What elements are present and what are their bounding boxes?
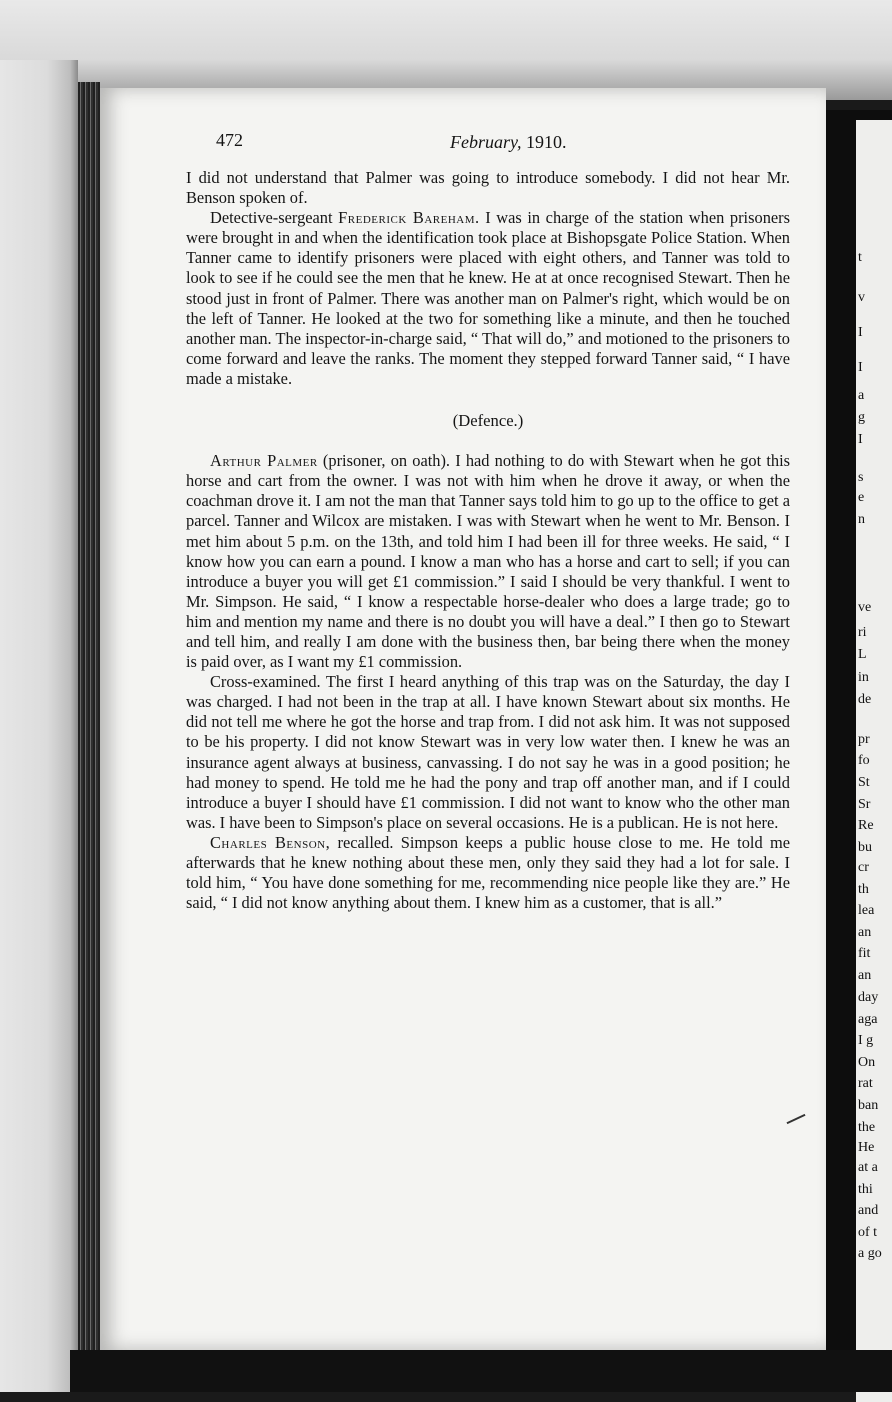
adjacent-page-fragment: of t xyxy=(858,1225,878,1240)
page-content xyxy=(186,130,790,913)
adjacent-page-fragment: an xyxy=(858,925,872,940)
adjacent-page-fragment: t xyxy=(858,250,862,265)
adjacent-page-fragment: a go xyxy=(858,1246,882,1261)
adjacent-page-fragment: St xyxy=(858,775,870,790)
prisoner-name: Arthur Palmer xyxy=(210,451,318,471)
adjacent-page-fragment: in xyxy=(858,670,869,685)
adjacent-page-fragment: a xyxy=(858,388,865,403)
witness-testimony-benson: recalled. Simpson keeps a public house close to me. He told me afterwards that he knew nothing about these men, only they said they had a lot for sale. I told him, “ You have done something for me, recommending nice people like they are.” He said, “ I did not know anything about them. I knew him as a customer, that is all.” xyxy=(186,832,790,913)
adjacent-page-fragment: lea xyxy=(858,903,875,918)
adjacent-page-fragment: I g xyxy=(858,1033,874,1048)
adjacent-page-fragment: ve xyxy=(858,600,872,615)
witness-title: Detective-sergeant xyxy=(210,208,339,228)
adjacent-page-fragment: n xyxy=(858,512,865,527)
scanner-background-top xyxy=(0,0,892,100)
adjacent-page-fragment: s xyxy=(858,470,864,485)
page-header xyxy=(186,130,790,168)
adjacent-page-fragment: aga xyxy=(858,1012,878,1027)
paragraph-palmer xyxy=(186,451,790,672)
adjacent-page-fragment: cr xyxy=(858,860,869,875)
adjacent-page-fragment: bu xyxy=(858,840,872,855)
adjacent-page-fragment: de xyxy=(858,692,872,707)
running-head-month: February, xyxy=(450,132,522,152)
witness-name: Frederick Bareham. xyxy=(338,208,480,228)
adjacent-page-fragment: e xyxy=(858,490,865,505)
adjacent-page-fragment: fit xyxy=(858,946,871,961)
section-heading: (Defence.) xyxy=(452,411,524,431)
adjacent-page-fragment: Sr xyxy=(858,797,871,812)
witness-testimony: I was in charge of the station when prisoners were brought in and when the identification took place at Bishopsgate Police Station. When Tanner came to identify prisoners were placed with eight others, and Tanner was told to look to see if he could see the men that he knew. He at at once recognised Stewart. Then he stood just in front of Palmer. There was another man on Palmer's right, which would be on the left of Tanner. He looked at the two for something like a minute, and then he touched another man. The inspector-in-charge said, “ That will do,” and motioned to the prisoners to come forward and leave the ranks. The moment they stepped forward Tanner said, “ I have made a mistake. xyxy=(186,208,790,388)
paragraph-bareham xyxy=(186,208,790,389)
adjacent-page-fragment: fo xyxy=(858,753,870,768)
adjacent-page-fragment: L xyxy=(858,647,867,662)
adjacent-page-fragment: the xyxy=(858,1120,876,1135)
adjacent-page xyxy=(856,120,892,1402)
adjacent-page-fragment: ri xyxy=(858,625,867,640)
running-head xyxy=(450,132,567,152)
scanner-background-bottom xyxy=(70,1350,892,1392)
witness-name-benson: Charles Benson, xyxy=(210,832,331,852)
paragraph-benson xyxy=(186,833,790,913)
adjacent-page-fragment: I xyxy=(858,432,863,447)
adjacent-page-fragment: I xyxy=(858,360,863,375)
adjacent-page-fragment: On xyxy=(858,1055,876,1070)
prisoner-testimony: (prisoner, on oath). I had nothing to do with Stewart when he got this horse and cart from the owner. I was not with him when he drove it away, or when the coachman drove it. I am not the man that Tanner says told him to go up to the office to get a parcel. Tanner and Wilcox are mistaken. I was with Stewart when he went to Mr. Benson. I met him about 5 p.m. on the 13th, and told him I had been ill for three weeks. He said, “ I know how you can earn a pound. I know a man who has a horse and cart to sell; if you can introduce a buyer you will get £1 commission.” I said I should be very thankful. I went to Mr. Simpson. He said, “ I know a respectable horse-dealer who does a large trade; go to him and mention my name and there is no doubt you will have a deal.” I then go to Stewart and tell him, and really I am done with the business then, bar being there when the money is paid over, as I want my £1 commission. xyxy=(186,451,791,672)
adjacent-page-fragment: rat xyxy=(858,1076,873,1091)
adjacent-page-fragment: He xyxy=(858,1140,875,1155)
adjacent-page-fragment: an xyxy=(858,968,872,983)
running-head-year: 1910. xyxy=(526,132,567,152)
adjacent-page-fragment: pr xyxy=(858,732,870,747)
page-number: 472 xyxy=(216,130,243,150)
adjacent-page-fragment: Re xyxy=(858,818,874,833)
adjacent-page-fragment: ban xyxy=(858,1098,879,1113)
paragraph-testimony-continued: I did not understand that Palmer was going to introduce somebody. I did not hear Mr. Benson spoken of. xyxy=(186,168,790,208)
adjacent-page-fragment: at a xyxy=(858,1160,878,1175)
adjacent-page-fragment: v xyxy=(858,290,865,305)
adjacent-page-fragment: g xyxy=(858,410,865,425)
adjacent-page-fragment: th xyxy=(858,882,869,897)
book-spine xyxy=(78,82,100,1392)
adjacent-page-fragment: and xyxy=(858,1203,879,1218)
adjacent-page-fragment: day xyxy=(858,990,879,1005)
adjacent-page-fragment: thi xyxy=(858,1182,873,1197)
adjacent-page-fragment: I xyxy=(858,325,863,340)
scanner-background-left xyxy=(0,60,78,1392)
paragraph-cross-examination: Cross-examined. The first I heard anything of this trap was on the Saturday, the day I was charged. I had not been in the trap at all. I have known Stewart about six months. He did not tell me where he got the horse and trap from. I did not ask him. It was not supposed to be his property. I did not know Stewart was in very low water then. I knew he was an insurance agent always at business, canvassing. I do not say he was in a good position; he had money to spend. He told me he had the pony and trap off another man, and if I could introduce a buyer I should have £1 commission. I did not want to know who the other man was. I have been to Simpson's place on several occasions. He is a publican. He is not here. xyxy=(186,672,790,832)
